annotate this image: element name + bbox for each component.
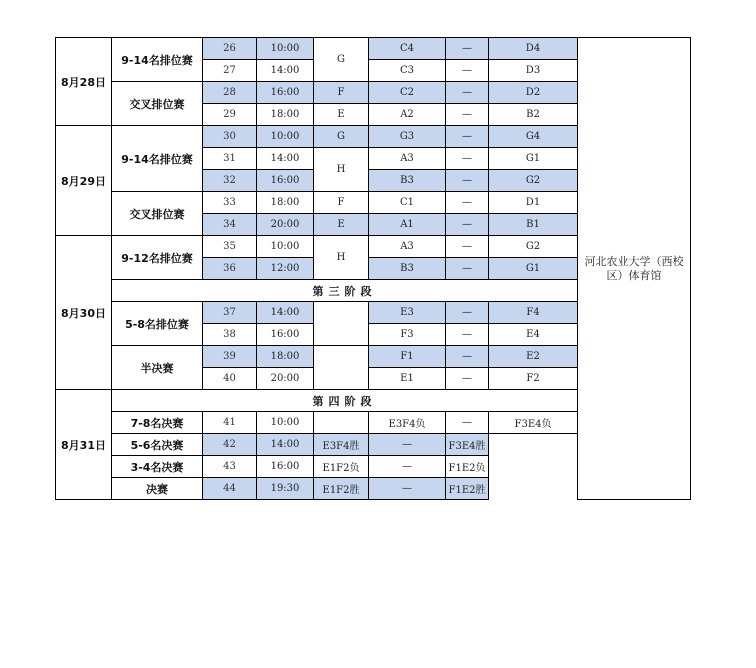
match-row	[56, 38, 691, 60]
match-time: 12:00	[257, 258, 314, 280]
match-number: 44	[203, 478, 257, 500]
match-time: 14:00	[257, 148, 314, 170]
match-number: 37	[203, 302, 257, 324]
round-name: 9-12名排位赛	[112, 236, 203, 280]
home-team: B3	[369, 258, 446, 280]
match-time: 20:00	[257, 368, 314, 390]
match-time: 14:00	[257, 434, 314, 456]
match-group	[314, 412, 369, 434]
round-name: 交叉排位赛	[112, 192, 203, 236]
home-team: A3	[369, 148, 446, 170]
versus-dash: —	[446, 214, 489, 236]
versus-dash: —	[446, 60, 489, 82]
date-cell: 8月31日	[56, 390, 112, 500]
match-time: 10:00	[257, 236, 314, 258]
versus-dash: —	[369, 456, 446, 478]
away-team: G1	[489, 148, 578, 170]
home-team: E1	[369, 368, 446, 390]
away-team: D1	[489, 192, 578, 214]
away-team: G2	[489, 170, 578, 192]
match-time: 16:00	[257, 456, 314, 478]
versus-dash: —	[446, 104, 489, 126]
versus-dash: —	[446, 302, 489, 324]
match-time: 19:30	[257, 478, 314, 500]
round-name: 9-14名排位赛	[112, 126, 203, 192]
versus-dash: —	[446, 346, 489, 368]
versus-dash: —	[446, 170, 489, 192]
schedule-table	[55, 37, 691, 500]
away-team: F1E2负	[446, 456, 489, 478]
home-team: E3F4负	[369, 412, 446, 434]
away-team: G2	[489, 236, 578, 258]
home-team: G3	[369, 126, 446, 148]
home-team: C4	[369, 38, 446, 60]
date-cell: 8月29日	[56, 126, 112, 236]
match-group: F	[314, 82, 369, 104]
home-team: B3	[369, 170, 446, 192]
match-group: E	[314, 104, 369, 126]
versus-dash: —	[446, 324, 489, 346]
away-team: E4	[489, 324, 578, 346]
round-name: 交叉排位赛	[112, 82, 203, 126]
versus-dash: —	[369, 434, 446, 456]
match-number: 28	[203, 82, 257, 104]
match-number: 33	[203, 192, 257, 214]
away-team: B2	[489, 104, 578, 126]
round-name: 3-4名决赛	[112, 456, 203, 478]
match-group: G	[314, 126, 369, 148]
match-number: 38	[203, 324, 257, 346]
match-group: H	[314, 148, 369, 192]
round-name: 7-8名决赛	[112, 412, 203, 434]
home-team: E3	[369, 302, 446, 324]
match-number: 35	[203, 236, 257, 258]
match-time: 10:00	[257, 412, 314, 434]
away-team: G4	[489, 126, 578, 148]
versus-dash: —	[446, 148, 489, 170]
schedule-body	[56, 38, 691, 500]
match-time: 18:00	[257, 346, 314, 368]
stage-title: 第三阶段	[112, 280, 578, 302]
versus-dash: —	[446, 236, 489, 258]
round-name: 决赛	[112, 478, 203, 500]
match-number: 32	[203, 170, 257, 192]
round-name: 半决赛	[112, 346, 203, 390]
match-number: 39	[203, 346, 257, 368]
match-number: 31	[203, 148, 257, 170]
away-team: B1	[489, 214, 578, 236]
home-team: C2	[369, 82, 446, 104]
match-time: 16:00	[257, 82, 314, 104]
match-number: 40	[203, 368, 257, 390]
match-number: 41	[203, 412, 257, 434]
away-team: D4	[489, 38, 578, 60]
home-team: E1F2负	[314, 456, 369, 478]
home-team: A1	[369, 214, 446, 236]
match-number: 34	[203, 214, 257, 236]
stage-title: 第四阶段	[112, 390, 578, 412]
match-time: 16:00	[257, 324, 314, 346]
match-time: 18:00	[257, 104, 314, 126]
home-team: A3	[369, 236, 446, 258]
away-team: G1	[489, 258, 578, 280]
match-time: 18:00	[257, 192, 314, 214]
home-team: E3F4胜	[314, 434, 369, 456]
match-group: H	[314, 236, 369, 280]
versus-dash: —	[446, 82, 489, 104]
away-team: F1E2胜	[446, 478, 489, 500]
match-time: 20:00	[257, 214, 314, 236]
away-team: D2	[489, 82, 578, 104]
match-group	[314, 346, 369, 390]
match-number: 43	[203, 456, 257, 478]
match-number: 27	[203, 60, 257, 82]
home-team: F1	[369, 346, 446, 368]
versus-dash: —	[446, 126, 489, 148]
match-group: G	[314, 38, 369, 82]
home-team: F3	[369, 324, 446, 346]
round-name: 5-6名决赛	[112, 434, 203, 456]
date-cell: 8月28日	[56, 38, 112, 126]
match-group: E	[314, 214, 369, 236]
round-name: 9-14名排位赛	[112, 38, 203, 82]
away-team: F3E4胜	[446, 434, 489, 456]
away-team: E2	[489, 346, 578, 368]
home-team: A2	[369, 104, 446, 126]
match-number: 30	[203, 126, 257, 148]
match-time: 10:00	[257, 126, 314, 148]
match-group	[314, 302, 369, 346]
versus-dash: —	[446, 258, 489, 280]
away-team: D3	[489, 60, 578, 82]
versus-dash: —	[369, 478, 446, 500]
versus-dash: —	[446, 412, 489, 434]
home-team: C1	[369, 192, 446, 214]
match-number: 26	[203, 38, 257, 60]
match-group: F	[314, 192, 369, 214]
versus-dash: —	[446, 38, 489, 60]
home-team: C3	[369, 60, 446, 82]
match-time: 10:00	[257, 38, 314, 60]
away-team: F4	[489, 302, 578, 324]
away-team: F3E4负	[489, 412, 578, 434]
match-time: 16:00	[257, 170, 314, 192]
date-cell: 8月30日	[56, 236, 112, 390]
versus-dash: —	[446, 368, 489, 390]
match-number: 42	[203, 434, 257, 456]
match-number: 36	[203, 258, 257, 280]
match-time: 14:00	[257, 302, 314, 324]
versus-dash: —	[446, 192, 489, 214]
round-name: 5-8名排位赛	[112, 302, 203, 346]
away-team: F2	[489, 368, 578, 390]
match-time: 14:00	[257, 60, 314, 82]
venue-cell: 河北农业大学（西校区）体育馆	[578, 38, 691, 500]
home-team: E1F2胜	[314, 478, 369, 500]
match-number: 29	[203, 104, 257, 126]
